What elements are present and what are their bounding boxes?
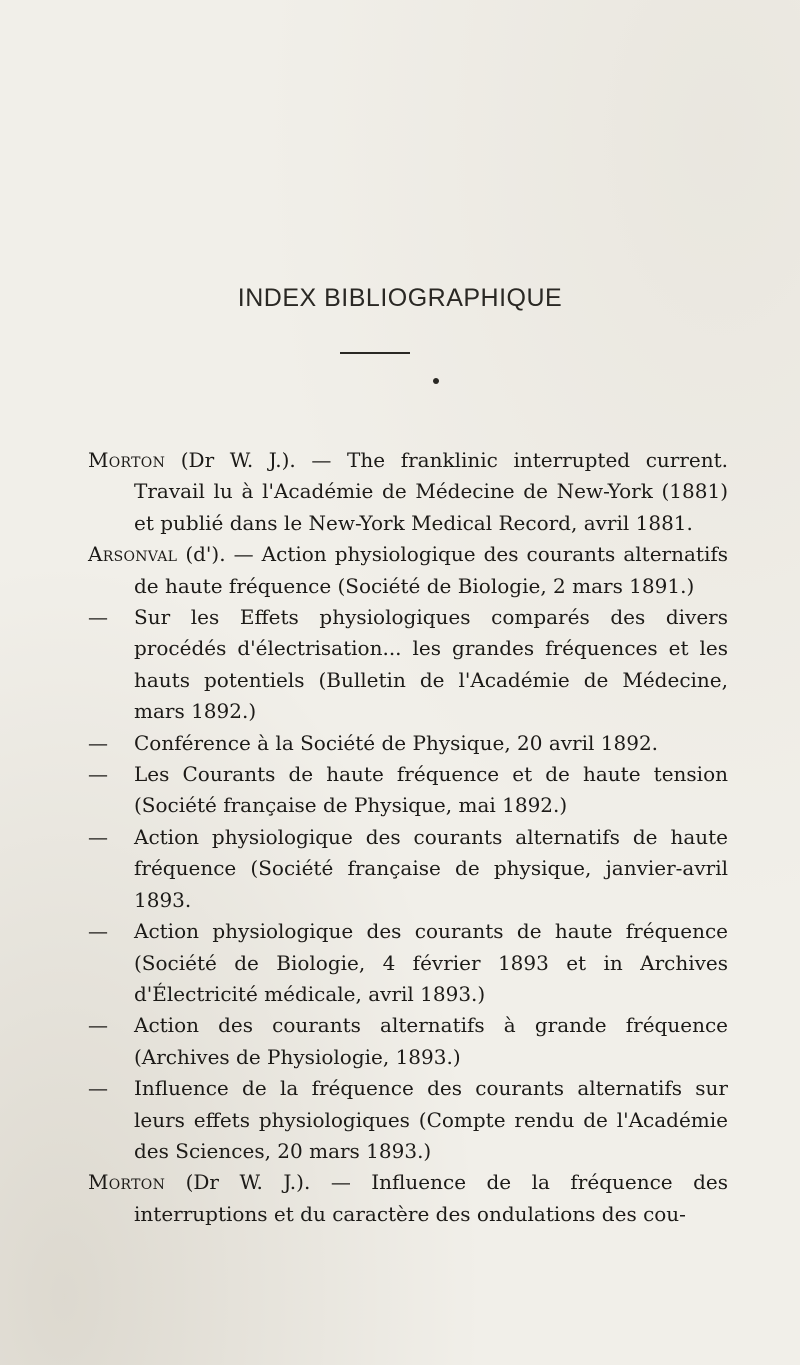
entry-dash: — xyxy=(88,1076,108,1101)
entry-text: Conférence à la Société de Physique, 20 avril 1892. xyxy=(134,730,659,755)
bibliography-entry xyxy=(88,1010,728,1073)
entry-dash: — xyxy=(88,919,108,944)
title-rule xyxy=(340,352,410,354)
bibliography-entry xyxy=(88,759,728,822)
entry-text: Action physiologique des courants alternatifs de haute fréquence (Société française de physique, janvier-avril 1893. xyxy=(134,824,728,912)
bibliography-entry xyxy=(88,1167,728,1230)
entry-text: Action physiologique des courants de haute fréquence (Société de Biologie, 4 février 1893 et in Archives d'Électricité médicale, avril 1893.) xyxy=(134,919,728,1006)
entry-text: Les Courants de haute fréquence et de haute tension (Société française de Physique, mai 1892.) xyxy=(134,762,728,818)
entry-text: — Influence de la fréquence des interruptions et du caractère des ondulations des cou- xyxy=(134,1170,729,1226)
entry-author: Arsonval xyxy=(88,542,178,567)
bibliography-entry xyxy=(88,728,728,759)
entry-text: Sur les Effets physiologiques comparés des divers procédés d'électrisation... les grandes fréquences et les hauts potentiels (Bulletin de l'Académie de Médecine, mars 1892.) xyxy=(134,605,728,724)
ornament-dot xyxy=(433,378,439,384)
bibliography-entry xyxy=(88,539,728,602)
entry-author: Morton xyxy=(88,1170,166,1195)
entry-dash: — xyxy=(88,605,108,630)
bibliography-entry xyxy=(88,602,728,728)
entry-author-detail: (Dr W. J.). xyxy=(185,1170,311,1195)
entry-author-detail: (Dr W. J.). xyxy=(180,448,296,472)
entry-text: Action des courants alternatifs à grande fréquence (Archives de Physiologie, 1893.) xyxy=(134,1013,728,1069)
bibliography-entry xyxy=(88,916,728,1010)
entry-author: Morton xyxy=(88,448,166,472)
page-title: INDEX BIBLIOGRAPHIQUE xyxy=(237,284,563,312)
entry-dash: — xyxy=(88,824,108,849)
bibliography-entry xyxy=(88,822,728,916)
bibliography-entry xyxy=(88,1073,728,1167)
entry-dash: — xyxy=(88,730,108,755)
bibliography-list xyxy=(88,445,728,1230)
entry-dash: — xyxy=(88,762,108,787)
entry-text: — The franklinic interrupted current. Travail lu à l'Académie de Médecine de New-York (1881) et publié dans le New-York Medical Record, avril 1881. xyxy=(134,448,729,535)
entry-text: Influence de la fréquence des courants alternatifs sur leurs effets physiologiques (Compte rendu de l'Académie des Sciences, 20 mars 1893.) xyxy=(134,1076,728,1163)
entry-dash: — xyxy=(88,1013,108,1038)
bibliography-entry xyxy=(88,445,728,539)
entry-author-detail: (d'). xyxy=(185,542,226,567)
entry-text: — Action physiologique des courants alternatifs de haute fréquence (Société de Biologie, 2 mars 1891.) xyxy=(134,542,729,598)
